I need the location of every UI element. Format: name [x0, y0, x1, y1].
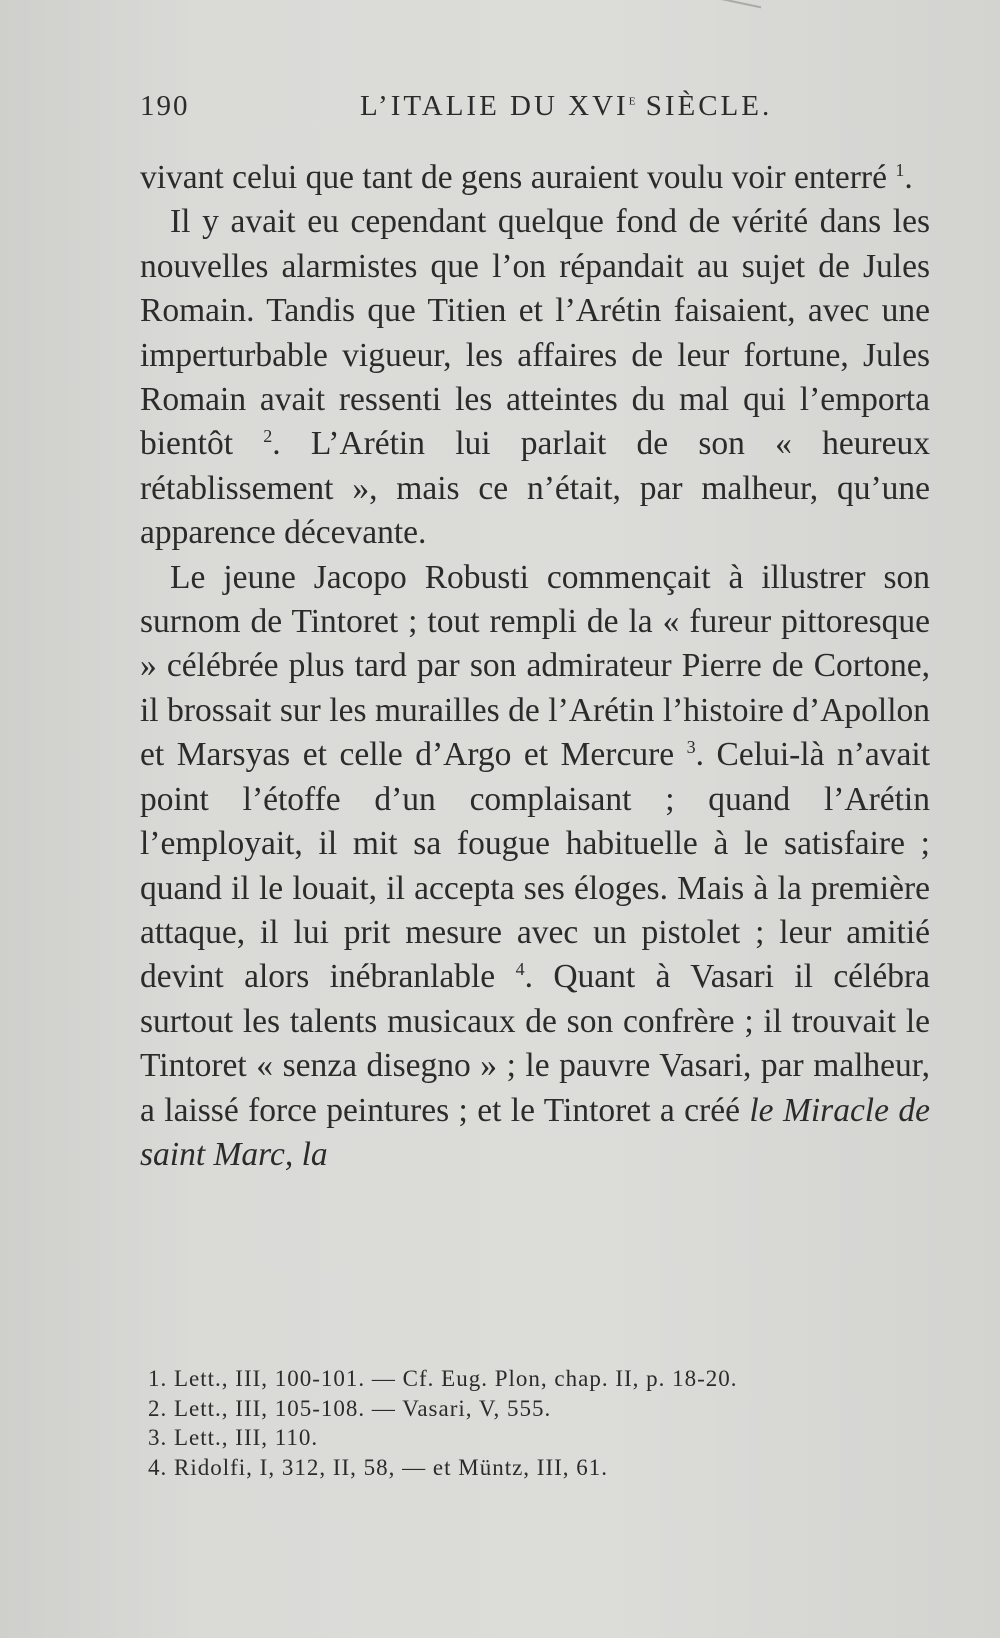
paragraph-3-text-b: . Celui-là n’avait point l’étoffe d’un complaisant ; quand l’Arétin l’employait, il mit sa fougue habituelle à le satisfaire ; quand il le louait, il accepta ses éloges. Mais à la première attaque, il lui prit mesure avec un pistolet ; leur amitié devint alors inébranlable [140, 736, 931, 996]
body-text [140, 156, 930, 1177]
paragraph-1-tail: . [904, 159, 913, 196]
italic-title: le Miracle de saint Marc, la [140, 1091, 931, 1173]
running-title-sup: e [628, 92, 636, 109]
page-header [140, 90, 930, 130]
paragraph-2-text-b: . L’Arétin lui parlait de son « heureux rétablissement », mais ce n’était, par malheur, qu’une apparence décevante. [140, 425, 930, 552]
footnote-text: Ridolfi, I, 312, II, 58, — et Müntz, III, 61. [174, 1454, 609, 1480]
paragraph-3 [140, 556, 930, 1178]
footnote-text: Lett., III, 100-101. — Cf. Eug. Plon, chap. II, p. 18-20. [174, 1366, 738, 1391]
footnote [148, 1453, 928, 1483]
footnote [148, 1394, 928, 1424]
footnote-ref-2: 2 [263, 426, 273, 447]
footnote-ref-1: 1 [895, 159, 905, 180]
footnote-ref-3: 3 [686, 737, 696, 758]
paragraph-2-text-a: Il y avait eu cependant quelque fond de vérité dans les nouvelles alarmistes que l’on répandait au sujet de Jules Romain. Tandis que Titien et l’Arétin faisaient, avec une imperturbable vigueur, les affaires de leur fortune, Jules Romain avait ressenti les atteintes du mal qui l’emporta bientôt [140, 203, 930, 463]
paragraph-3-text-a: Le jeune Jacopo Robusti commençait à illustrer son surnom de Tintoret ; tout rempli de la « fureur pittoresque » célébrée plus tard par son admirateur Pierre de Cortone, il brossait sur les murailles de l’Arétin l’histoire d’Apollon et Marsyas et celle d’Argo et Mercure [140, 558, 930, 774]
footnote-ref-4: 4 [515, 959, 525, 980]
paragraph-2 [140, 200, 930, 555]
footnote-text: Lett., III, 105-108. — Vasari, V, 555. [174, 1395, 552, 1421]
running-title [360, 90, 772, 123]
paragraph-3-text-c: . Quant à Vasari il célébra surtout les talents musicaux de son confrère ; il trouvait le Tintoret « senza disegno » ; le pauvre Vasari, par malheur, a laissé force peintures ; et le Tintoret a créé [140, 958, 931, 1129]
footnote-text: Lett., III, 110. [174, 1425, 319, 1450]
footnote-number: 1. [148, 1366, 168, 1391]
footnote [148, 1364, 928, 1394]
paragraph-1 [140, 156, 930, 200]
edge-mark [699, 0, 761, 24]
paragraph-1-text: vivant celui que tant de gens auraient voulu voir enterré [140, 159, 887, 196]
running-title-main: L’ITALIE DU XVI [360, 90, 629, 122]
footnote [148, 1423, 928, 1453]
footnote-number: 3. [148, 1425, 168, 1450]
footnote-number: 2. [148, 1395, 168, 1421]
running-title-end: SIÈCLE. [635, 90, 773, 122]
footnotes [148, 1364, 928, 1482]
page-number: 190 [140, 90, 190, 122]
footnote-number: 4. [148, 1454, 168, 1480]
